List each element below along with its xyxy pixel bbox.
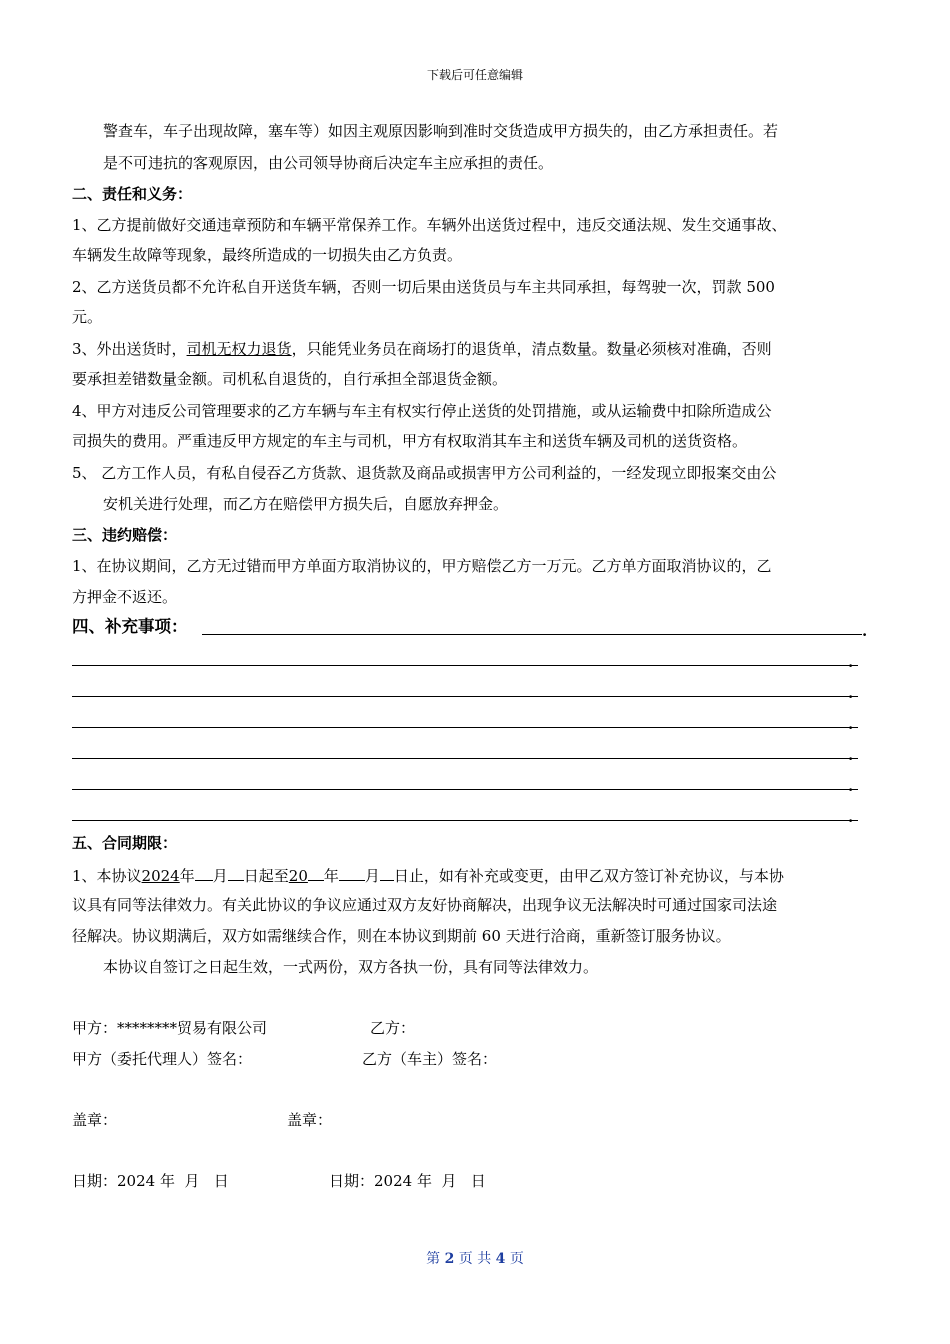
supplement-dot: . — [862, 622, 868, 640]
supplement-rule — [72, 665, 858, 666]
end-month-blank — [339, 864, 365, 881]
supplement-dot: . — [848, 777, 854, 795]
supplement-rule — [72, 758, 858, 759]
start-day-label: 日起至 — [243, 867, 289, 885]
sec2-item2-line1: 2、乙方送货员都不允许私自开送货车辆，否则一切后果由送货员与车主共同承担，每驾驶一次，罚款 500 — [72, 278, 775, 296]
current-page-number: 2 — [444, 1251, 455, 1267]
end-day-blank — [380, 864, 394, 881]
sec3-item1-line2: 方押金不返还。 — [72, 588, 178, 606]
footer-post: 页 — [509, 1251, 524, 1267]
intro-line-2: 是不可违抗的客观原因，由公司领导协商后决定车主应承担的责任。 — [103, 154, 554, 172]
end-year-blank — [308, 864, 324, 881]
party-b-date: 日期：2024 年 月 日 — [329, 1172, 486, 1190]
year-label-2: 年 — [323, 867, 339, 885]
sec2-item5-line1: 5、 乙方工作人员，有私自侵吞乙方货款、退货款及商品或损害甲方公司利益的，一经发现立即报案交由公 — [72, 464, 777, 482]
supplement-dot: . — [848, 746, 854, 764]
supplement-dot: . — [848, 715, 854, 733]
supplement-dot: . — [848, 684, 854, 702]
party-a-seal: 盖章： — [72, 1111, 118, 1129]
party-a-date: 日期：2024 年 月 日 — [72, 1172, 229, 1190]
sec5-item1-line1 — [72, 864, 784, 886]
sec5-effect-line: 本协议自签订之日起生效，一式两份，双方各执一份，具有同等法律效力。 — [103, 958, 599, 976]
end-day-label: 日止，如有补充或变更，由甲乙双方签订补充协议，与本协 — [393, 867, 784, 885]
sec2-item4-line1: 4、甲方对违反公司管理要求的乙方车辆与车主有权实行停止送货的处罚措施，或从运输费中扣除所造成公 — [72, 402, 772, 420]
start-day-blank — [228, 864, 244, 881]
sec2-item3-pre: 3、外出送货时， — [72, 340, 187, 358]
sec2-item4-line2: 司损失的费用。严重违反甲方规定的车主与司机，甲方有权取消其车主和送货车辆及司机的送货资格。 — [72, 432, 748, 450]
sec2-item3-underlined: 司机无权力退货 — [186, 340, 292, 358]
sec2-item2-line2: 元。 — [72, 308, 103, 326]
supplement-rule — [72, 727, 858, 728]
section-2-title: 二、责任和义务： — [72, 185, 193, 203]
sec5-item1-line3: 径解决。协议期满后，双方如需继续合作，则在本协议到期前 60 天进行洽商，重新签订服务协议。 — [72, 927, 731, 945]
year-label: 年 — [179, 867, 195, 885]
section-5-title: 五、合同期限： — [72, 834, 178, 852]
sec5-prefix: 1、本协议 — [72, 867, 142, 885]
sec2-item1-line2: 车辆发生故障等现象，最终所造成的一切损失由乙方负责。 — [72, 246, 463, 264]
total-page-count: 4 — [495, 1251, 506, 1267]
end-year: 20 — [288, 867, 308, 885]
party-b-owner-signature: 乙方（车主）签名： — [362, 1050, 498, 1068]
start-year: 2024 — [141, 867, 180, 885]
party-a-agent-signature: 甲方（委托代理人）签名： — [72, 1050, 253, 1068]
section-3-title: 三、违约赔偿： — [72, 526, 178, 544]
sec2-item1-line1: 1、乙方提前做好交通违章预防和车辆平常保养工作。车辆外出送货过程中，违反交通法规、发生交通事故、 — [72, 216, 787, 234]
party-a: 甲方：********贸易有限公司 — [72, 1019, 268, 1037]
month-label-2: 月 — [364, 867, 380, 885]
start-month-blank — [195, 864, 213, 881]
supplement-dot: . — [848, 808, 854, 826]
page-footer — [0, 1248, 950, 1268]
supplement-rule — [72, 789, 858, 790]
intro-line-1: 警查车，车子出现故障，塞车等）如因主观原因影响到准时交货造成甲方损失的，由乙方承担责任。若 — [103, 122, 779, 140]
party-b: 乙方： — [370, 1019, 416, 1037]
sec3-item1-line1: 1、在协议期间，乙方无过错而甲方单面方取消协议的，甲方赔偿乙方一万元。乙方单方面取消协议的，乙 — [72, 557, 772, 575]
section-4-title: 四、补充事项： — [72, 617, 188, 636]
month-label: 月 — [212, 867, 228, 885]
sec2-item3-line1 — [72, 339, 772, 359]
sec2-item5-line2: 安机关进行处理，而乙方在赔偿甲方损失后，自愿放弃押金。 — [103, 495, 509, 513]
footer-pre: 第 — [426, 1251, 441, 1267]
supplement-rule — [72, 696, 858, 697]
supplement-rule-0 — [202, 634, 862, 635]
sec5-item1-line2: 议具有同等法律效力。有关此协议的争议应通过双方友好协商解决，出现争议无法解决时可通过国家司法途 — [72, 896, 778, 914]
page-header: 下载后可任意编辑 — [426, 68, 523, 82]
supplement-rule — [72, 820, 858, 821]
party-b-seal: 盖章： — [287, 1111, 333, 1129]
sec2-item3-post: ，只能凭业务员在商场打的退货单，清点数量。数量必须核对准确，否则 — [291, 340, 772, 358]
sec2-item3-line2: 要承担差错数量金额。司机私自退货的，自行承担全部退货金额。 — [72, 370, 508, 388]
supplement-dot: . — [848, 653, 854, 671]
footer-mid: 页 共 — [458, 1251, 492, 1267]
